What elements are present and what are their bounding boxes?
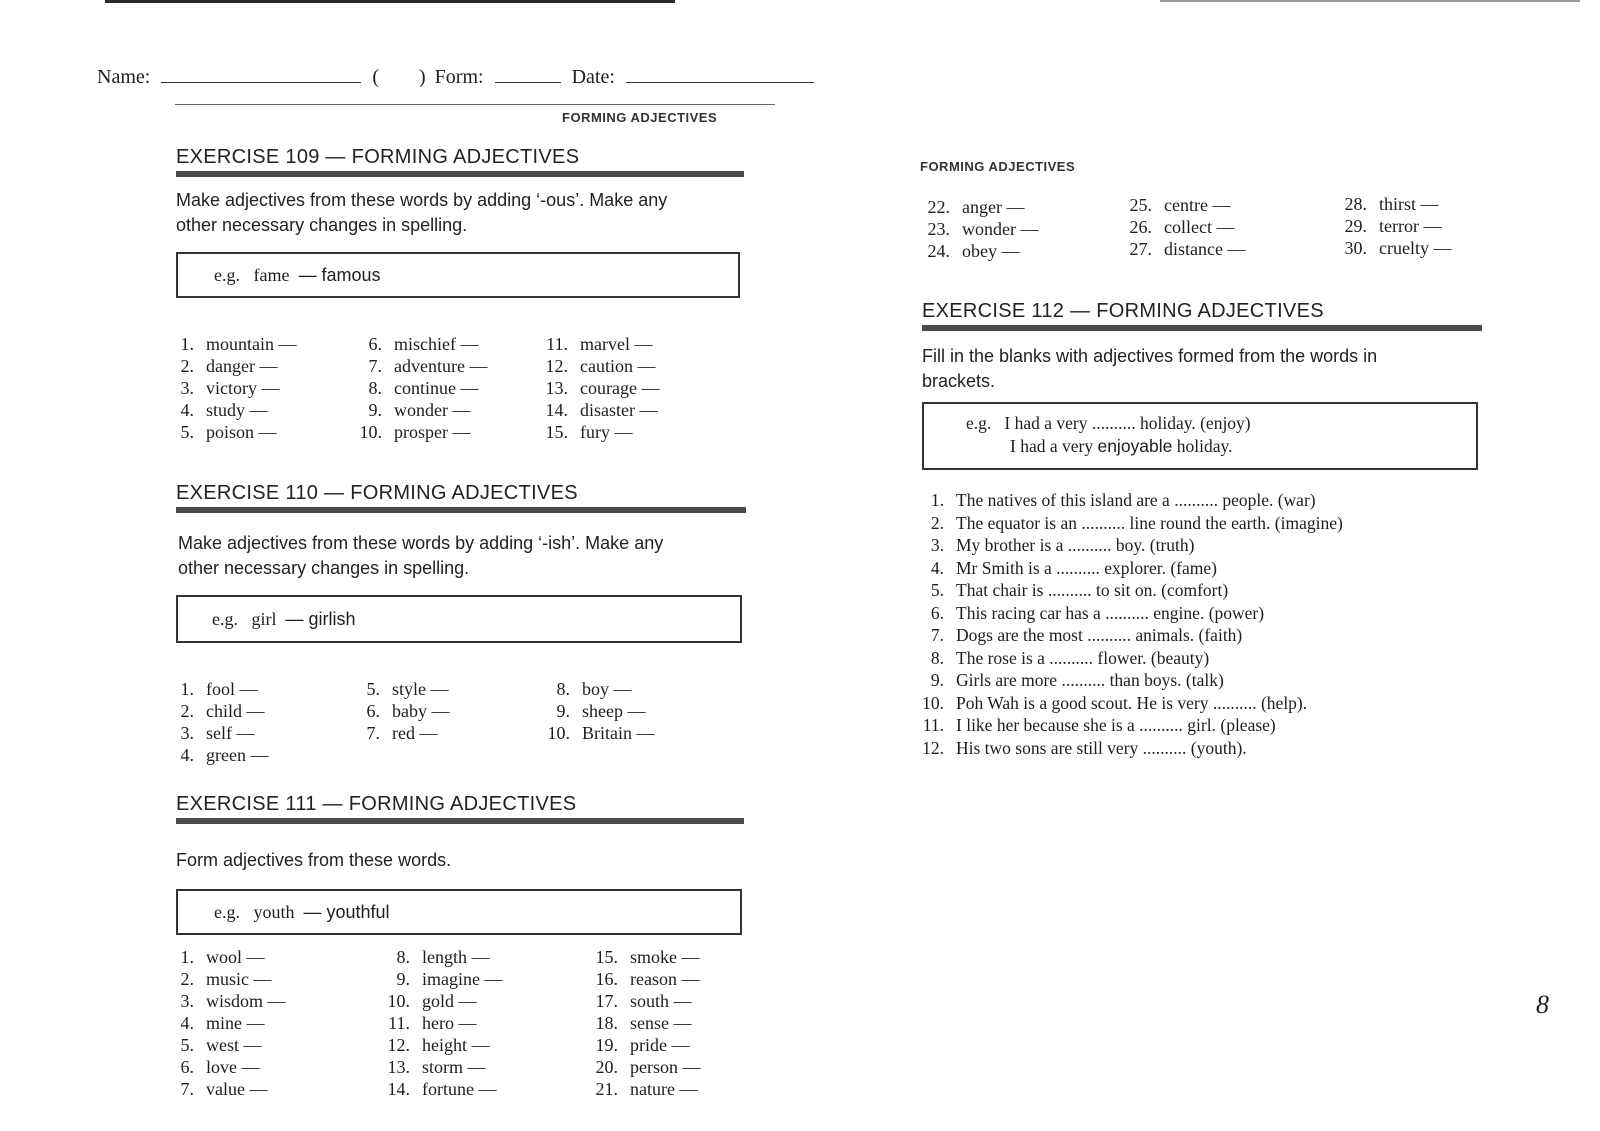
sentence-text: His two sons are still very .......... (youth). xyxy=(956,737,1247,758)
item-word: adventure — xyxy=(394,356,488,376)
date-blank[interactable] xyxy=(626,64,814,83)
ex111-col4 xyxy=(920,196,1038,262)
item-word: style — xyxy=(392,679,449,699)
list-item xyxy=(176,399,297,421)
ex110-col3 xyxy=(540,678,655,744)
list-item xyxy=(176,1078,286,1100)
item-number: 2. xyxy=(930,512,944,533)
ex112-eg-line2-pre: I had a very xyxy=(1010,436,1094,456)
item-word: disaster — xyxy=(580,400,658,420)
list-item xyxy=(362,722,450,744)
ex109-example-box xyxy=(176,252,740,298)
date-label: Date: xyxy=(571,66,615,88)
list-item xyxy=(176,968,286,990)
item-number: 27. xyxy=(1129,239,1152,259)
sentence-text: The equator is an .......... line round the earth. (imagine) xyxy=(956,512,1343,533)
item-word: reason — xyxy=(630,969,700,989)
header-rule xyxy=(175,104,775,105)
item-number: 7. xyxy=(368,356,382,376)
item-word: wisdom — xyxy=(206,991,286,1011)
item-number: 5. xyxy=(180,1035,194,1055)
ex109-title: EXERCISE 109 — FORMING ADJECTIVES xyxy=(176,146,580,168)
ex110-col1 xyxy=(176,678,268,766)
item-word: terror — xyxy=(1379,216,1442,236)
item-number: 21. xyxy=(595,1079,618,1099)
item-word: caution — xyxy=(580,356,656,376)
item-word: storm — xyxy=(422,1057,486,1077)
item-word: music — xyxy=(206,969,272,989)
item-word: love — xyxy=(206,1057,260,1077)
list-item xyxy=(380,1012,502,1034)
paren-close: ) xyxy=(418,66,426,88)
item-number: 8. xyxy=(930,647,944,668)
list-item xyxy=(538,421,659,443)
worksheet-header xyxy=(97,64,814,89)
list-item xyxy=(352,333,487,355)
list-item xyxy=(176,744,268,766)
list-item xyxy=(538,377,659,399)
item-number: 3. xyxy=(180,723,194,743)
ex109-bar xyxy=(176,171,744,177)
list-item xyxy=(910,557,1343,580)
sentence-text: Girls are more .......... than boys. (talk) xyxy=(956,670,1224,690)
sentence-text: Dogs are the most .......... animals. (faith) xyxy=(956,625,1243,645)
list-item xyxy=(352,355,487,377)
list-item xyxy=(910,512,1343,535)
item-number: 4. xyxy=(180,400,194,420)
item-number: 3. xyxy=(180,991,194,1011)
list-item xyxy=(380,946,502,968)
sentence-text: Poh Wah is a good scout. He is very .......... (help). xyxy=(956,692,1308,713)
item-word: boy — xyxy=(582,679,632,699)
item-number: 6. xyxy=(368,334,382,354)
ex111-col2 xyxy=(380,946,502,1100)
item-number: 20. xyxy=(595,1057,618,1077)
item-word: mischief — xyxy=(394,334,479,354)
ex110-eg-label: e.g. xyxy=(212,609,238,629)
ex109-eg-word: fame xyxy=(253,265,290,285)
sentence-text: I like her because she is a .......... girl. (please) xyxy=(956,715,1276,735)
item-number: 2. xyxy=(180,969,194,989)
item-word: self — xyxy=(206,723,255,743)
list-item xyxy=(538,399,659,421)
item-number: 13. xyxy=(387,1057,410,1077)
item-word: Britain — xyxy=(582,723,655,743)
item-number: 25. xyxy=(1129,195,1152,215)
item-word: distance — xyxy=(1164,239,1246,259)
list-item xyxy=(588,1012,701,1034)
list-item xyxy=(588,990,701,1012)
item-word: cruelty — xyxy=(1379,238,1452,258)
item-word: courage — xyxy=(580,378,660,398)
item-word: wool — xyxy=(206,947,265,967)
ex109-col1 xyxy=(176,333,297,443)
list-item xyxy=(1122,194,1245,216)
item-word: value — xyxy=(206,1079,268,1099)
item-number: 14. xyxy=(545,400,568,420)
item-number: 4. xyxy=(930,557,944,578)
list-item xyxy=(362,700,450,722)
list-item xyxy=(588,968,701,990)
item-word: wonder — xyxy=(394,400,471,420)
item-word: obey — xyxy=(962,241,1020,261)
item-number: 5. xyxy=(366,679,380,699)
list-item xyxy=(910,579,1343,602)
ex110-instruction-line1: Make adjectives from these words by adding ‘-ish’. Make any xyxy=(178,533,664,553)
list-item xyxy=(910,737,1343,760)
item-number: 1. xyxy=(930,490,944,510)
item-number: 11. xyxy=(388,1013,410,1033)
item-number: 10. xyxy=(387,991,410,1011)
sentence-text: That chair is .......... to sit on. (comfort) xyxy=(956,580,1229,600)
sentence-text: My brother is a .......... boy. (truth) xyxy=(956,535,1195,555)
item-number: 9. xyxy=(930,670,944,690)
item-word: red — xyxy=(392,723,438,743)
list-item xyxy=(176,377,297,399)
ex110-instruction-line2: other necessary changes in spelling. xyxy=(178,558,470,578)
ex112-example-box xyxy=(922,402,1478,470)
list-item xyxy=(910,534,1343,557)
item-word: collect — xyxy=(1164,217,1235,237)
item-number: 1. xyxy=(180,679,194,699)
page-tag-left: FORMING ADJECTIVES xyxy=(562,110,718,125)
list-item xyxy=(352,421,487,443)
ex109-instruction xyxy=(176,188,667,238)
ex109-eg-label: e.g. xyxy=(214,265,240,285)
list-item xyxy=(352,377,487,399)
list-item xyxy=(176,1056,286,1078)
ex111-col6 xyxy=(1337,193,1451,259)
class-number-blank[interactable] xyxy=(384,65,414,83)
item-number: 29. xyxy=(1344,216,1367,236)
list-item xyxy=(920,196,1038,218)
ex109-col2 xyxy=(352,333,487,443)
name-label: Name: xyxy=(97,66,151,88)
item-number: 9. xyxy=(556,701,570,721)
item-number: 24. xyxy=(927,241,950,261)
list-item xyxy=(588,1056,701,1078)
list-item xyxy=(540,678,655,700)
item-number: 2. xyxy=(180,356,194,376)
item-number: 5. xyxy=(180,422,194,442)
list-item xyxy=(380,1078,502,1100)
item-word: mountain — xyxy=(206,334,297,354)
paren-open: ( xyxy=(372,66,379,88)
item-word: victory — xyxy=(206,378,280,398)
item-number: 10. xyxy=(359,422,382,442)
list-item xyxy=(910,692,1343,715)
item-number: 8. xyxy=(556,679,570,699)
item-number: 4. xyxy=(180,1013,194,1033)
ex111-col5 xyxy=(1122,194,1245,260)
name-blank[interactable] xyxy=(161,64,361,83)
item-number: 30. xyxy=(1344,238,1367,258)
item-number: 15. xyxy=(595,947,618,967)
list-item xyxy=(920,240,1038,262)
sentence-text: Mr Smith is a .......... explorer. (fame) xyxy=(956,557,1217,578)
item-word: poison — xyxy=(206,422,277,442)
list-item xyxy=(588,1078,701,1100)
item-word: height — xyxy=(422,1035,490,1055)
item-word: sheep — xyxy=(582,701,646,721)
item-number: 17. xyxy=(595,991,618,1011)
scan-top-border xyxy=(105,0,675,3)
ex112-instruction-line1: Fill in the blanks with adjectives formed from the words in xyxy=(922,346,1378,366)
item-number: 12. xyxy=(387,1035,410,1055)
list-item xyxy=(1337,193,1451,215)
list-item xyxy=(176,990,286,1012)
item-word: green — xyxy=(206,745,269,765)
item-number: 7. xyxy=(180,1079,194,1099)
item-word: fortune — xyxy=(422,1079,497,1099)
ex109-eg-answer: — famous xyxy=(298,265,381,285)
list-item xyxy=(540,722,655,744)
list-item xyxy=(1122,238,1245,260)
item-number: 9. xyxy=(368,400,382,420)
item-word: prosper — xyxy=(394,422,471,442)
list-item xyxy=(910,602,1343,625)
item-number: 3. xyxy=(180,378,194,398)
list-item xyxy=(910,714,1343,737)
item-word: imagine — xyxy=(422,969,503,989)
item-word: length — xyxy=(422,947,490,967)
list-item xyxy=(1337,215,1451,237)
item-number: 11. xyxy=(922,715,944,735)
item-word: person — xyxy=(630,1057,701,1077)
item-number: 23. xyxy=(927,219,950,239)
list-item xyxy=(910,489,1343,512)
ex112-eg-label: e.g. xyxy=(966,413,992,433)
ex109-instruction-line1: Make adjectives from these words by adding ‘-ous’. Make any xyxy=(176,190,668,210)
item-word: gold — xyxy=(422,991,477,1011)
ex110-instruction xyxy=(178,531,663,581)
item-number: 6. xyxy=(180,1057,194,1077)
item-word: wonder — xyxy=(962,219,1039,239)
sentence-text: This racing car has a .......... engine. (power) xyxy=(956,602,1265,623)
list-item xyxy=(176,421,297,443)
item-word: baby — xyxy=(392,701,450,721)
list-item xyxy=(380,968,502,990)
ex111-instruction: Form adjectives from these words. xyxy=(176,850,452,870)
list-item xyxy=(176,678,268,700)
list-item xyxy=(538,355,659,377)
scan-top-border-right xyxy=(1160,0,1580,2)
ex110-example-box xyxy=(176,595,742,643)
ex111-title: EXERCISE 111 — FORMING ADJECTIVES xyxy=(176,793,577,815)
item-number: 12. xyxy=(545,356,568,376)
list-item xyxy=(910,669,1343,692)
form-blank[interactable] xyxy=(495,64,561,83)
item-number: 28. xyxy=(1344,194,1367,214)
ex112-eg-line2-answer: enjoyable xyxy=(1097,436,1173,456)
ex112-sentences xyxy=(910,489,1343,759)
sentence-text: The natives of this island are a .......... people. (war) xyxy=(956,490,1316,510)
list-item xyxy=(380,990,502,1012)
item-word: sense — xyxy=(630,1013,692,1033)
item-number: 4. xyxy=(180,745,194,765)
item-word: nature — xyxy=(630,1079,698,1099)
page-tag-right: FORMING ADJECTIVES xyxy=(920,159,1076,174)
item-number: 13. xyxy=(545,378,568,398)
item-word: marvel — xyxy=(580,334,653,354)
item-number: 10. xyxy=(547,723,570,743)
ex112-instruction-line2: brackets. xyxy=(922,371,996,391)
ex111-example-box xyxy=(176,889,742,935)
item-number: 6. xyxy=(930,602,944,623)
item-number: 12. xyxy=(922,737,944,758)
list-item xyxy=(362,678,450,700)
list-item xyxy=(176,1012,286,1034)
list-item xyxy=(176,700,268,722)
item-number: 15. xyxy=(545,422,568,442)
item-word: south — xyxy=(630,991,692,1011)
item-word: anger — xyxy=(962,197,1025,217)
item-number: 19. xyxy=(595,1035,618,1055)
item-number: 22. xyxy=(927,197,950,217)
ex112-eg-line2-post: holiday. xyxy=(1176,436,1233,456)
item-number: 8. xyxy=(368,378,382,398)
item-number: 8. xyxy=(396,947,410,967)
ex110-bar xyxy=(176,507,746,513)
ex112-instruction xyxy=(922,344,1377,394)
item-number: 1. xyxy=(180,334,194,354)
ex112-eg-line1: I had a very .......... holiday. (enjoy) xyxy=(1004,413,1251,433)
item-word: hero — xyxy=(422,1013,477,1033)
list-item xyxy=(538,333,659,355)
list-item xyxy=(176,1034,286,1056)
item-word: continue — xyxy=(394,378,479,398)
list-item xyxy=(176,722,268,744)
list-item xyxy=(910,624,1343,647)
item-word: west — xyxy=(206,1035,262,1055)
ex111-bar xyxy=(176,818,744,824)
item-word: child — xyxy=(206,701,265,721)
item-number: 5. xyxy=(930,580,944,600)
item-number: 7. xyxy=(930,625,944,645)
item-word: study — xyxy=(206,400,268,420)
ex110-title: EXERCISE 110 — FORMING ADJECTIVES xyxy=(176,482,578,504)
list-item xyxy=(588,946,701,968)
ex111-col3 xyxy=(588,946,701,1100)
item-number: 26. xyxy=(1129,217,1152,237)
list-item xyxy=(1122,216,1245,238)
item-word: smoke — xyxy=(630,947,700,967)
list-item xyxy=(588,1034,701,1056)
ex111-eg-label: e.g. xyxy=(214,902,240,922)
ex110-eg-word: girl xyxy=(251,609,277,629)
item-word: centre — xyxy=(1164,195,1231,215)
ex109-instruction-line2: other necessary changes in spelling. xyxy=(176,215,468,235)
item-word: thirst — xyxy=(1379,194,1439,214)
item-number: 3. xyxy=(930,535,944,555)
item-word: danger — xyxy=(206,356,278,376)
list-item xyxy=(910,647,1343,670)
list-item xyxy=(920,218,1038,240)
list-item xyxy=(176,333,297,355)
page-number: 8 xyxy=(1536,990,1549,1019)
item-number: 14. xyxy=(387,1079,410,1099)
list-item xyxy=(540,700,655,722)
item-number: 1. xyxy=(180,947,194,967)
list-item xyxy=(176,946,286,968)
item-number: 18. xyxy=(595,1013,618,1033)
list-item xyxy=(176,355,297,377)
list-item xyxy=(380,1056,502,1078)
ex109-col3 xyxy=(538,333,659,443)
ex111-col1 xyxy=(176,946,286,1100)
sentence-text: The rose is a .......... flower. (beauty) xyxy=(956,647,1210,668)
item-number: 11. xyxy=(546,334,568,354)
list-item xyxy=(1337,237,1451,259)
item-number: 10. xyxy=(922,692,944,713)
ex111-eg-word: youth xyxy=(253,902,295,922)
item-number: 2. xyxy=(180,701,194,721)
ex110-col2 xyxy=(362,678,450,744)
item-word: mine — xyxy=(206,1013,265,1033)
item-word: fool — xyxy=(206,679,258,699)
ex110-eg-answer: — girlish xyxy=(285,609,356,629)
item-word: pride — xyxy=(630,1035,690,1055)
item-number: 9. xyxy=(396,969,410,989)
form-label: Form: xyxy=(434,66,484,88)
list-item xyxy=(352,399,487,421)
ex111-eg-answer: — youthful xyxy=(303,902,390,922)
item-number: 16. xyxy=(595,969,618,989)
item-number: 7. xyxy=(366,723,380,743)
item-word: fury — xyxy=(580,422,633,442)
ex112-bar xyxy=(922,325,1482,331)
list-item xyxy=(380,1034,502,1056)
item-number: 6. xyxy=(366,701,380,721)
ex112-title: EXERCISE 112 — FORMING ADJECTIVES xyxy=(922,300,1324,322)
